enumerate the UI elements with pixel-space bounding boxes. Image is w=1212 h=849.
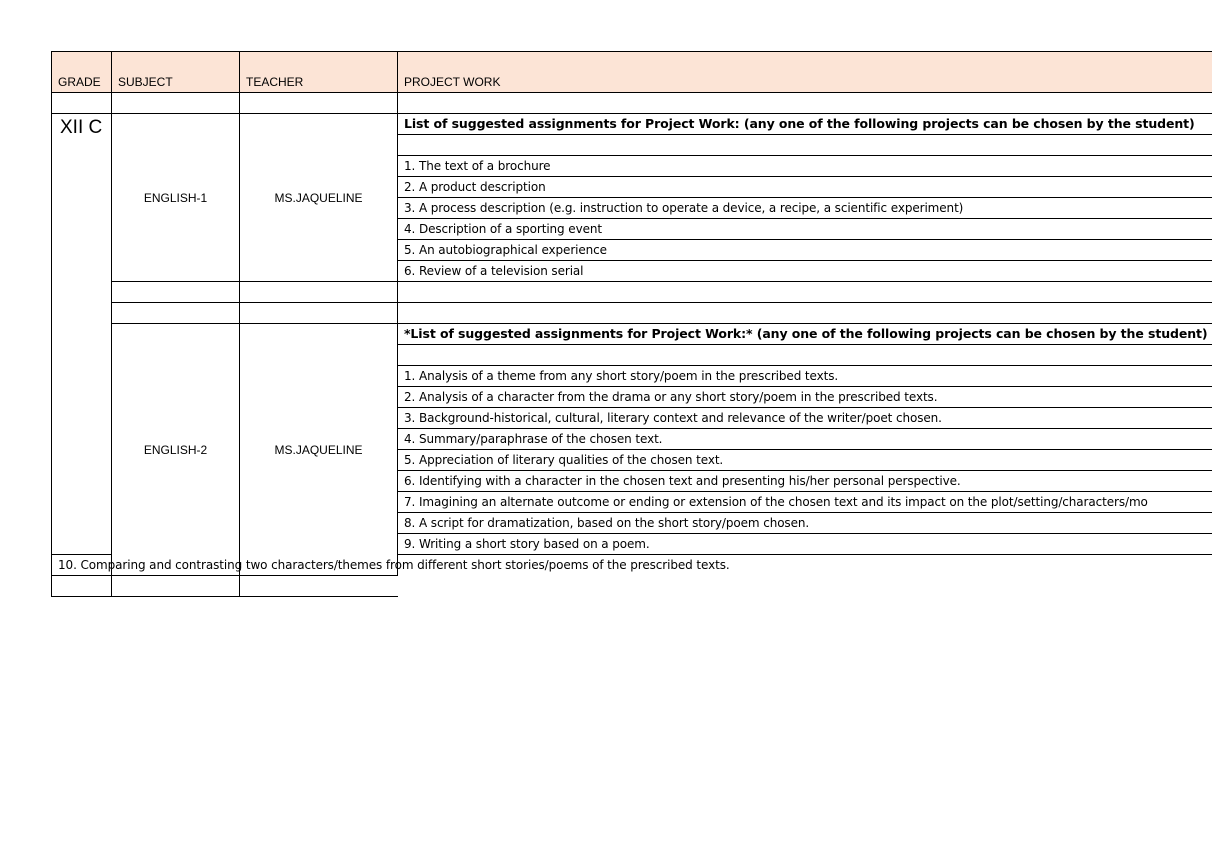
project-work-sheet [51,51,1208,597]
assignment-item: 5. Appreciation of literary qualities of the chosen text. [398,450,1212,471]
assignment-item: 9. Writing a short story based on a poem. [398,534,1212,555]
assignment-list-heading: *List of suggested assignments for Project Work:* (any one of the following projects can be chosen by the student) [398,324,1212,345]
header-row [52,52,1212,93]
assignment-item: 6. Identifying with a character in the chosen text and presenting his/her personal perspective. [398,471,1212,492]
teacher-header: TEACHER [240,52,398,93]
assignment-item: 2. A product description [398,177,1212,198]
assignment-item: 1. The text of a brochure [398,156,1212,177]
assignment-item: 3. A process description (e.g. instruction to operate a device, a recipe, a scientific experiment) [398,198,1212,219]
assignment-item: 5. An autobiographical experience [398,240,1212,261]
grade-value: XII C [52,114,112,555]
teacher-cell-english-1: MS.JAQUELINE [240,114,398,282]
project-work-header: PROJECT WORK [398,52,1212,93]
assignment-item: 6. Review of a television serial [398,261,1212,282]
assignment-item: 3. Background-historical, cultural, literary context and relevance of the writer/poet chosen. [398,408,1212,429]
assignment-list-heading: List of suggested assignments for Project Work: (any one of the following projects can be chosen by the student) [398,114,1212,135]
assignment-item: 2. Analysis of a character from the drama or any short story/poem in the prescribed texts. [398,387,1212,408]
teacher-cell-english-2: MS.JAQUELINE [240,324,398,576]
table-row [52,303,1212,324]
table-row [52,576,1212,597]
spacer-row [52,93,1212,114]
subject-cell-english-1: ENGLISH-1 [112,114,240,282]
subject-cell-english-2: ENGLISH-2 [112,324,240,576]
table-row [52,324,1212,345]
project-work-table [51,51,1212,597]
assignment-item: 10. Comparing and contrasting two characters/themes from different short stories/poems of the prescribed texts. [52,555,112,576]
assignment-item: 7. Imagining an alternate outcome or ending or extension of the chosen text and its impact on the plot/setting/characters/mo [398,492,1212,513]
assignment-item: 1. Analysis of a theme from any short story/poem in the prescribed texts. [398,366,1212,387]
table-row [52,282,1212,303]
assignment-item: 4. Description of a sporting event [398,219,1212,240]
subject-header: SUBJECT [112,52,240,93]
assignment-item: 8. A script for dramatization, based on the short story/poem chosen. [398,513,1212,534]
assignment-item: 4. Summary/paraphrase of the chosen text. [398,429,1212,450]
table-row [52,114,1212,135]
grade-header: GRADE [52,52,112,93]
